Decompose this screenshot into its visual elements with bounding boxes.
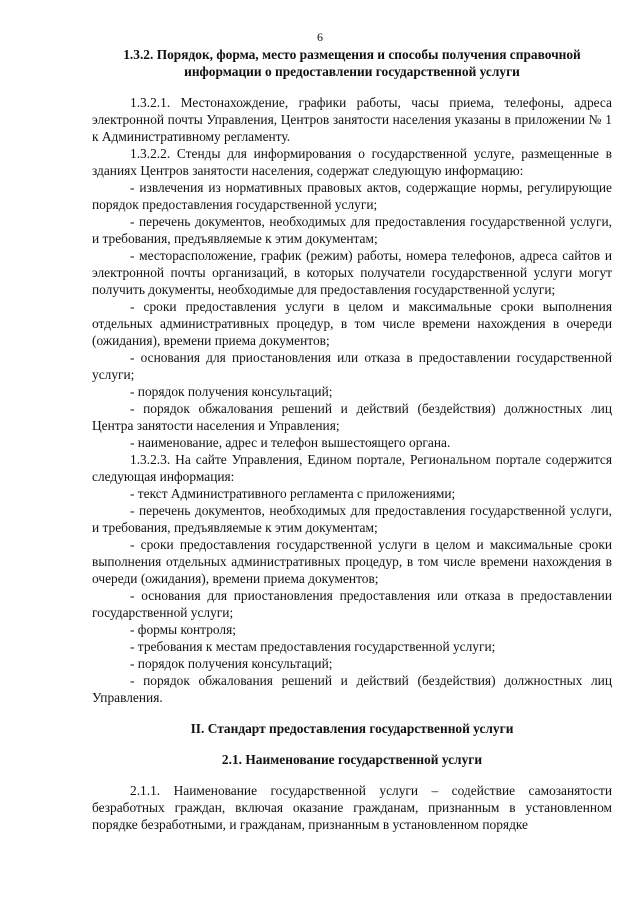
paragraph: - сроки предоставления государственной услуги в целом и максимальные сроки выполнения отдельных административных процедур, в том числе времени нахождения в очереди (ожидания), времени приема документов; xyxy=(92,537,612,586)
paragraph: - формы контроля; xyxy=(130,622,236,637)
paragraph: - порядок получения консультаций; xyxy=(130,384,333,399)
paragraph: - перечень документов, необходимых для предоставления государственной услуги, и требования, предъявляемые к этим документам; xyxy=(92,503,612,535)
section-heading: 1.3.2. Порядок, форма, место размещения и способы получения справочной информации о предоставлении государственной услуги xyxy=(123,47,581,79)
paragraph: - текст Административного регламента с приложениями; xyxy=(130,486,456,501)
paragraph: - порядок обжалования решений и действий (бездействия) должностных лиц Управления. xyxy=(92,673,612,705)
paragraph: - основания для приостановления предоставления или отказа в предоставлении государственной услуги; xyxy=(92,588,612,620)
paragraph: - перечень документов, необходимых для предоставления государственной услуги, и требования, предъявляемые к этим документам; xyxy=(92,214,612,246)
paragraph: - основания для приостановления или отказа в предоставлении государственной услуги; xyxy=(92,350,612,382)
paragraph-block-1 xyxy=(92,94,612,706)
paragraph: - порядок получения консультаций; xyxy=(130,656,333,671)
paragraph: 1.3.2.2. Стенды для информирования о государственной услуге, размещенные в зданиях Центров занятости населения, содержат следующую информацию: xyxy=(92,146,612,178)
paragraph: - месторасположение, график (режим) работы, номера телефонов, адреса сайтов и электронной почты организаций, в которых получатели государственной услуги могут получить документы, необходимые для предоставления государственной услуги; xyxy=(92,248,612,297)
page-number: 6 xyxy=(317,30,323,44)
subsection-heading: 2.1. Наименование государственной услуги xyxy=(221,752,483,767)
paragraph: 2.1.1. Наименование государственной услуги – содействие самозанятости безработных граждан, включая оказание гражданам, признанным в установленном порядке безработными, и гражданам, признанным в установленном порядке xyxy=(92,783,612,832)
paragraph: - порядок обжалования решений и действий (бездействия) должностных лиц Центра занятости населения и Управления; xyxy=(92,401,612,433)
paragraph: 1.3.2.3. На сайте Управления, Едином портале, Региональном портале содержится следующая информация: xyxy=(92,452,612,484)
document-body xyxy=(92,46,612,833)
part-heading: II. Стандарт предоставления государственной услуги xyxy=(190,721,514,736)
paragraph-block-2 xyxy=(92,782,612,833)
paragraph: - сроки предоставления услуги в целом и максимальные сроки выполнения отдельных административных процедур, в том числе времени нахождения в очереди (ожидания), времени приема документов; xyxy=(92,299,612,348)
paragraph: - требования к местам предоставления государственной услуги; xyxy=(130,639,496,654)
paragraph: - наименование, адрес и телефон вышестоящего органа. xyxy=(130,435,451,450)
paragraph: - извлечения из нормативных правовых актов, содержащие нормы, регулирующие порядок предоставления государственной услуги; xyxy=(92,180,612,212)
paragraph: 1.3.2.1. Местонахождение, графики работы, часы приема, телефоны, адреса электронной почты Управления, Центров занятости населения указаны в приложении № 1 к Административному регламенту. xyxy=(92,95,612,144)
